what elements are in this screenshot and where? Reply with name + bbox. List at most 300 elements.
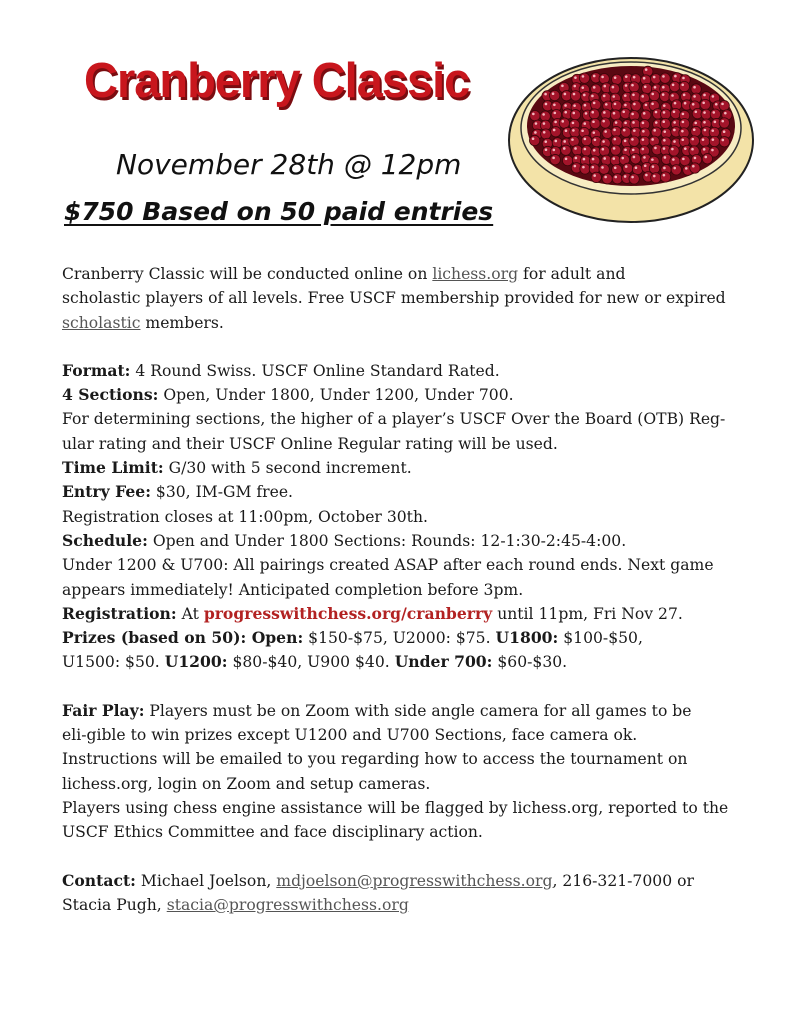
cranberry-highlight <box>603 85 606 88</box>
sections-line: 4 Sections: Open, Under 1800, Under 1200, Under 700. <box>62 385 514 405</box>
cranberry-highlight <box>662 86 665 89</box>
cranberry-highlight <box>564 104 567 107</box>
cranberry-highlight <box>625 165 628 168</box>
cranberry-highlight <box>624 175 627 178</box>
cranberry-shape <box>541 129 551 139</box>
cranberry-shape <box>641 110 651 120</box>
cranberry-highlight <box>694 122 697 125</box>
cranberry-shape <box>572 145 582 155</box>
cranberry-highlight <box>535 122 538 125</box>
cranberry-shape <box>651 127 661 137</box>
cranberry-highlight <box>543 122 546 125</box>
cranberry-highlight <box>612 86 615 89</box>
cranberry-highlight <box>572 122 575 125</box>
cranberry-highlight <box>614 103 617 106</box>
cranberry-highlight <box>715 103 718 106</box>
cranberry-highlight <box>564 111 567 114</box>
cranberry-highlight <box>605 103 608 106</box>
cranberry-highlight <box>592 131 595 134</box>
cranberry-highlight <box>671 94 674 97</box>
cranberry-shape <box>651 173 661 183</box>
cranberry-shape <box>610 110 620 120</box>
cranberry-shape <box>581 146 591 156</box>
cranberry-shape <box>610 145 620 155</box>
cranberry-highlight <box>704 156 707 159</box>
cranberry-shape <box>709 136 719 146</box>
cranberry-highlight <box>663 104 666 107</box>
cranberry-highlight <box>635 166 638 169</box>
cranberry-shape <box>550 154 560 164</box>
cranberry-highlight <box>703 111 706 114</box>
cranberry-highlight <box>542 113 545 116</box>
cranberry-highlight <box>571 138 574 141</box>
cranberry-highlight <box>673 121 676 124</box>
cranberry-shape <box>710 109 720 119</box>
cranberry-highlight <box>693 128 696 131</box>
cranberry-highlight <box>711 129 714 132</box>
cranberry-highlight <box>544 93 547 96</box>
cranberry-shape <box>660 109 670 119</box>
email-link-stacia[interactable]: stacia@progresswithchess.org <box>166 895 409 914</box>
cranberry-shape <box>700 99 710 109</box>
cranberry-highlight <box>673 110 676 113</box>
cranberry-highlight <box>573 85 576 88</box>
cranberry-shape <box>549 90 559 100</box>
cranberry-highlight <box>694 157 697 160</box>
cranberry-highlight <box>612 157 615 160</box>
cranberry-highlight <box>663 174 666 177</box>
intro-line-2: scholastic players of all levels. Free USCF membership provided for new or expired <box>62 289 726 308</box>
cranberry-highlight <box>693 86 696 89</box>
cranberry-highlight <box>544 140 547 143</box>
cranberry-shape <box>630 154 640 164</box>
cranberry-shape <box>702 154 712 164</box>
cranberry-highlight <box>613 129 616 132</box>
cranberry-highlight <box>663 130 666 133</box>
cranberry-shape <box>591 172 601 182</box>
cranberry-highlight <box>631 138 634 141</box>
cranberry-highlight <box>644 85 647 88</box>
cranberry-shape <box>719 100 729 110</box>
cranberry-shape <box>602 174 612 184</box>
cranberry-highlight <box>654 147 657 150</box>
prize-fund: $750 Based on 50 paid entries <box>64 197 494 226</box>
cranberry-highlight <box>614 166 617 169</box>
scholastic-link[interactable]: scholastic <box>62 313 141 332</box>
cranberry-highlight <box>574 76 577 79</box>
cranberry-highlight <box>642 138 645 141</box>
cranberry-highlight <box>642 130 645 133</box>
cranberry-highlight <box>722 139 725 142</box>
cranberry-highlight <box>552 157 555 160</box>
cranberry-shape <box>689 136 699 146</box>
cranberry-shape <box>570 110 580 120</box>
cranberry-highlight <box>532 137 535 140</box>
cranberry-highlight <box>593 102 596 105</box>
cranberry-highlight <box>624 104 627 107</box>
cranberry-highlight <box>552 92 555 95</box>
cranberry-highlight <box>592 120 595 123</box>
cranberry-highlight <box>712 111 715 114</box>
cranberry-highlight <box>603 157 606 160</box>
cranberry-highlight <box>682 77 685 80</box>
registration-link[interactable]: progresswithchess.org/cranberry <box>203 603 493 623</box>
cranberry-highlight <box>663 167 666 170</box>
cranberry-highlight <box>604 176 607 179</box>
cranberry-highlight <box>684 102 687 105</box>
cranberry-highlight <box>663 147 666 150</box>
cranberry-shape <box>591 100 601 110</box>
fairplay-line-5: Players using chess engine assistance will be flagged by lichess.org, reported to the <box>62 798 729 817</box>
cranberry-shape <box>529 135 539 145</box>
fairplay-line-4: lichess.org, login on Zoom and setup cameras. <box>62 774 431 793</box>
cranberry-highlight <box>692 165 695 168</box>
cranberry-highlight <box>613 138 616 141</box>
cranberry-highlight <box>593 149 596 152</box>
cranberry-shape <box>649 91 659 101</box>
cranberry-highlight <box>662 75 665 78</box>
cranberry-highlight <box>685 167 688 170</box>
cranberry-highlight <box>712 95 715 98</box>
registration-close-line: Registration closes at 11:00pm, October 30th. <box>62 507 428 526</box>
cranberry-shape <box>611 136 621 146</box>
cranberry-highlight <box>532 113 535 116</box>
prizes-line-2: U1500: $50. U1200: $80-$40, U900 $40. Under 700: $60-$30. <box>62 652 568 672</box>
cranberry-shape <box>579 73 589 83</box>
cranberry-highlight <box>662 93 665 96</box>
cranberry-highlight <box>565 157 568 160</box>
fairplay-line-6: USCF Ethics Committee and face disciplinary action. <box>62 823 483 842</box>
cranberry-highlight <box>681 83 684 86</box>
cranberry-highlight <box>655 121 658 124</box>
cranberry-highlight <box>593 75 596 78</box>
cranberry-highlight <box>603 95 606 98</box>
cranberry-highlight <box>711 149 714 152</box>
schedule-note-1: Under 1200 & U700: All pairings created ASAP after each round ends. Next game <box>62 556 714 575</box>
cranberry-highlight <box>621 157 624 160</box>
cranberry-highlight <box>602 148 605 151</box>
cranberry-shape <box>629 174 639 184</box>
cranberry-highlight <box>645 174 648 177</box>
cranberry-shape <box>581 135 591 145</box>
cranberry-highlight <box>674 75 677 78</box>
cranberry-highlight <box>682 158 685 161</box>
cranberry-highlight <box>591 95 594 98</box>
flyer-body <box>62 262 742 917</box>
cranberry-highlight <box>572 112 575 115</box>
cranberry-highlight <box>663 111 666 114</box>
cranberry-highlight <box>593 174 596 177</box>
cranberry-highlight <box>593 86 596 89</box>
cranberry-highlight <box>673 140 676 143</box>
cranberry-shape <box>691 126 701 136</box>
cranberry-shape <box>623 163 633 173</box>
schedule-note-2: appears immediately! Anticipated completion before 3pm. <box>62 580 524 599</box>
cranberry-shape <box>630 91 640 101</box>
cranberry-highlight <box>613 147 616 150</box>
intro-line-1: Cranberry Classic will be conducted online on lichess.org for adult and <box>62 265 626 283</box>
cranberry-shape <box>530 111 540 121</box>
cranberry-highlight <box>545 148 548 151</box>
cranberry-shape <box>599 146 609 156</box>
cranberry-shape <box>600 118 610 128</box>
cranberry-highlight <box>624 122 627 125</box>
cranberry-highlight <box>613 112 616 115</box>
registration-line: Registration: At progresswithchess.org/cranberry until 11pm, Fri Nov 27. <box>62 603 683 623</box>
cranberry-pie-illustration <box>506 48 756 226</box>
cranberry-highlight <box>601 166 604 169</box>
cranberry-highlight <box>561 84 564 87</box>
cranberry-shape <box>611 100 621 110</box>
cranberry-highlight <box>615 121 618 124</box>
cranberry-highlight <box>554 140 557 143</box>
cranberry-highlight <box>574 147 577 150</box>
cranberry-highlight <box>641 95 644 98</box>
cranberry-highlight <box>625 75 628 78</box>
cranberry-highlight <box>681 130 684 133</box>
cranberry-highlight <box>564 93 567 96</box>
cranberry-highlight <box>573 93 576 96</box>
cranberry-shape <box>590 118 600 128</box>
cranberry-highlight <box>633 103 636 106</box>
cranberry-highlight <box>703 94 706 97</box>
cranberry-shape <box>562 155 572 165</box>
cranberry-shape <box>612 174 622 184</box>
cranberry-shape <box>669 146 679 156</box>
cranberry-highlight <box>642 148 645 151</box>
cranberry-highlight <box>644 164 647 167</box>
email-link-michael[interactable]: mdjoelson@progresswithchess.org <box>276 871 553 890</box>
cranberry-highlight <box>684 147 687 150</box>
cranberry-highlight <box>712 138 715 141</box>
entry-fee-line: Entry Fee: $30, IM-GM free. <box>62 482 294 502</box>
lichess-link[interactable]: lichess.org <box>432 265 519 283</box>
cranberry-highlight <box>651 93 654 96</box>
cranberry-shape <box>580 164 590 174</box>
cranberry-highlight <box>651 103 654 106</box>
cranberry-highlight <box>721 103 724 106</box>
cranberry-highlight <box>575 157 578 160</box>
cranberry-highlight <box>624 140 627 143</box>
cranberry-highlight <box>633 129 636 132</box>
cranberry-highlight <box>643 77 646 80</box>
cranberry-highlight <box>724 112 727 115</box>
cranberry-shape <box>599 164 609 174</box>
cranberry-highlight <box>672 158 675 161</box>
cranberry-shape <box>629 82 639 92</box>
cranberry-shape <box>570 91 580 101</box>
cranberry-shape <box>699 136 709 146</box>
cranberry-highlight <box>651 158 654 161</box>
cranberry-highlight <box>721 120 724 123</box>
cranberry-highlight <box>673 129 676 132</box>
schedule-line: Schedule: Open and Under 1800 Sections: Rounds: 12-1:30-2:45-4:00. <box>62 530 627 550</box>
cranberry-highlight <box>563 140 566 143</box>
cranberry-highlight <box>585 112 588 115</box>
cranberry-highlight <box>631 84 634 87</box>
cranberry-shape <box>679 118 689 128</box>
contact-line-2: Stacia Pugh, stacia@progresswithchess.org <box>62 895 409 914</box>
cranberry-highlight <box>703 148 706 151</box>
cranberry-highlight <box>691 148 694 151</box>
cranberry-shape <box>719 118 729 128</box>
cranberry-highlight <box>692 103 695 106</box>
cranberry-highlight <box>574 165 577 168</box>
cranberry-highlight <box>591 166 594 169</box>
fairplay-line-3: Instructions will be emailed to you regarding how to access the tournament on <box>62 750 688 769</box>
cranberry-highlight <box>582 75 585 78</box>
cranberry-highlight <box>583 122 586 125</box>
cranberry-highlight <box>645 104 648 107</box>
cranberry-highlight <box>662 120 665 123</box>
cranberry-highlight <box>663 139 666 142</box>
cranberry-highlight <box>554 121 557 124</box>
cranberry-highlight <box>553 129 556 132</box>
cranberry-highlight <box>572 129 575 132</box>
format-line: Format: 4 Round Swiss. USCF Online Standard Rated. <box>62 360 500 380</box>
cranberry-highlight <box>695 110 698 113</box>
cranberry-highlight <box>553 149 556 152</box>
cranberry-highlight <box>563 147 566 150</box>
cranberry-highlight <box>602 120 605 123</box>
cranberry-highlight <box>683 94 686 97</box>
cranberry-shape <box>589 109 599 119</box>
cranberry-highlight <box>704 129 707 132</box>
cranberry-highlight <box>655 111 658 114</box>
cranberry-shape <box>599 74 609 84</box>
sections-note-1: For determining sections, the higher of a player’s USCF Over the Board (OTB) Reg- <box>62 410 726 429</box>
cranberry-highlight <box>583 94 586 97</box>
cranberry-shape <box>660 172 670 182</box>
cranberry-highlight <box>632 149 635 152</box>
event-date: November 28th @ 12pm <box>116 148 462 181</box>
cranberry-highlight <box>703 121 706 124</box>
cranberry-highlight <box>594 139 597 142</box>
cranberry-highlight <box>584 104 587 107</box>
cranberry-highlight <box>543 131 546 134</box>
cranberry-shape <box>639 136 649 146</box>
cranberry-highlight <box>565 129 568 132</box>
cranberry-highlight <box>631 176 634 179</box>
cranberry-highlight <box>643 112 646 115</box>
cranberry-highlight <box>693 95 696 98</box>
cranberry-highlight <box>673 167 676 170</box>
sections-note-2: ular rating and their USCF Online Regular rating will be used. <box>62 434 558 453</box>
cranberry-shape <box>660 118 670 128</box>
cranberry-highlight <box>582 166 585 169</box>
cranberry-shape <box>669 81 679 91</box>
cranberry-highlight <box>674 102 677 105</box>
cranberry-highlight <box>654 86 657 89</box>
cranberry-highlight <box>573 104 576 107</box>
cranberry-highlight <box>603 111 606 114</box>
cranberry-highlight <box>664 156 667 159</box>
contact-line-1: Contact: Michael Joelson, mdjoelson@progresswithchess.org, 216-321-7000 or <box>62 870 694 890</box>
cranberry-highlight <box>682 121 685 124</box>
cranberry-highlight <box>623 129 626 132</box>
cranberry-shape <box>690 163 700 173</box>
cranberry-highlight <box>631 113 634 116</box>
cranberry-highlight <box>614 176 617 179</box>
cranberry-shape <box>559 118 569 128</box>
cranberry-shape <box>612 74 622 84</box>
cranberry-highlight <box>653 175 656 178</box>
cranberry-highlight <box>653 76 656 79</box>
cranberry-highlight <box>583 158 586 161</box>
cranberry-highlight <box>671 148 674 151</box>
cranberry-shape <box>651 74 661 84</box>
cranberry-highlight <box>581 86 584 89</box>
cranberry-highlight <box>625 84 628 87</box>
cranberry-highlight <box>651 138 654 141</box>
cranberry-shape <box>561 145 571 155</box>
cranberry-highlight <box>652 165 655 168</box>
cranberry-shape <box>621 127 631 137</box>
cranberry-highlight <box>681 138 684 141</box>
cranberry-shape <box>719 137 729 147</box>
cranberry-shape <box>629 136 639 146</box>
cranberry-highlight <box>632 93 635 96</box>
cranberry-highlight <box>643 156 646 159</box>
cranberry-highlight <box>632 121 635 124</box>
prizes-line-1: Prizes (based on 50): Open: $150-$75, U2000: $75. U1800: $100-$50, <box>62 628 643 648</box>
cranberry-highlight <box>602 140 605 143</box>
cranberry-shape <box>660 73 670 83</box>
cranberry-highlight <box>584 138 587 141</box>
cranberry-highlight <box>584 148 587 151</box>
cranberry-highlight <box>645 68 648 71</box>
cranberry-highlight <box>682 113 685 116</box>
cranberry-highlight <box>614 76 617 79</box>
cranberry-shape <box>609 84 619 94</box>
cranberry-highlight <box>714 121 717 124</box>
cranberry-shape <box>680 155 690 165</box>
cranberry-highlight <box>624 94 627 97</box>
cranberry-highlight <box>553 104 556 107</box>
cranberry-shape <box>631 101 641 111</box>
cranberry-highlight <box>534 131 537 134</box>
cranberry-highlight <box>633 76 636 79</box>
cranberry-highlight <box>691 138 694 141</box>
cranberry-highlight <box>553 112 556 115</box>
cranberry-highlight <box>702 101 705 104</box>
cranberry-highlight <box>545 103 548 106</box>
time-limit-line: Time Limit: G/30 with 5 second increment. <box>62 458 412 478</box>
cranberry-highlight <box>592 158 595 161</box>
cranberry-highlight <box>581 129 584 132</box>
cranberry-highlight <box>653 129 656 132</box>
cranberry-highlight <box>622 110 625 113</box>
fairplay-line-2: eli-gible to win prizes except U1200 and U700 Sections, face camera ok. <box>62 726 638 745</box>
cranberry-shape <box>611 126 621 136</box>
intro-line-3: scholastic members. <box>62 313 224 332</box>
cranberry-shape <box>632 164 642 174</box>
cranberry-highlight <box>604 130 607 133</box>
cranberry-shape <box>660 91 670 101</box>
cranberry-highlight <box>612 95 615 98</box>
fairplay-line-1: Fair Play: Players must be on Zoom with side angle camera for all games to be <box>62 700 692 720</box>
cranberry-highlight <box>723 130 726 133</box>
cranberry-highlight <box>702 138 705 141</box>
cranberry-highlight <box>601 76 604 79</box>
cranberry-shape <box>551 127 561 137</box>
cranberry-shape <box>679 81 689 91</box>
cranberry-highlight <box>591 111 594 114</box>
cranberry-highlight <box>633 156 636 159</box>
page-title: Cranberry Classic <box>84 51 470 108</box>
cranberry-highlight <box>672 84 675 87</box>
cranberry-shape <box>671 165 681 175</box>
